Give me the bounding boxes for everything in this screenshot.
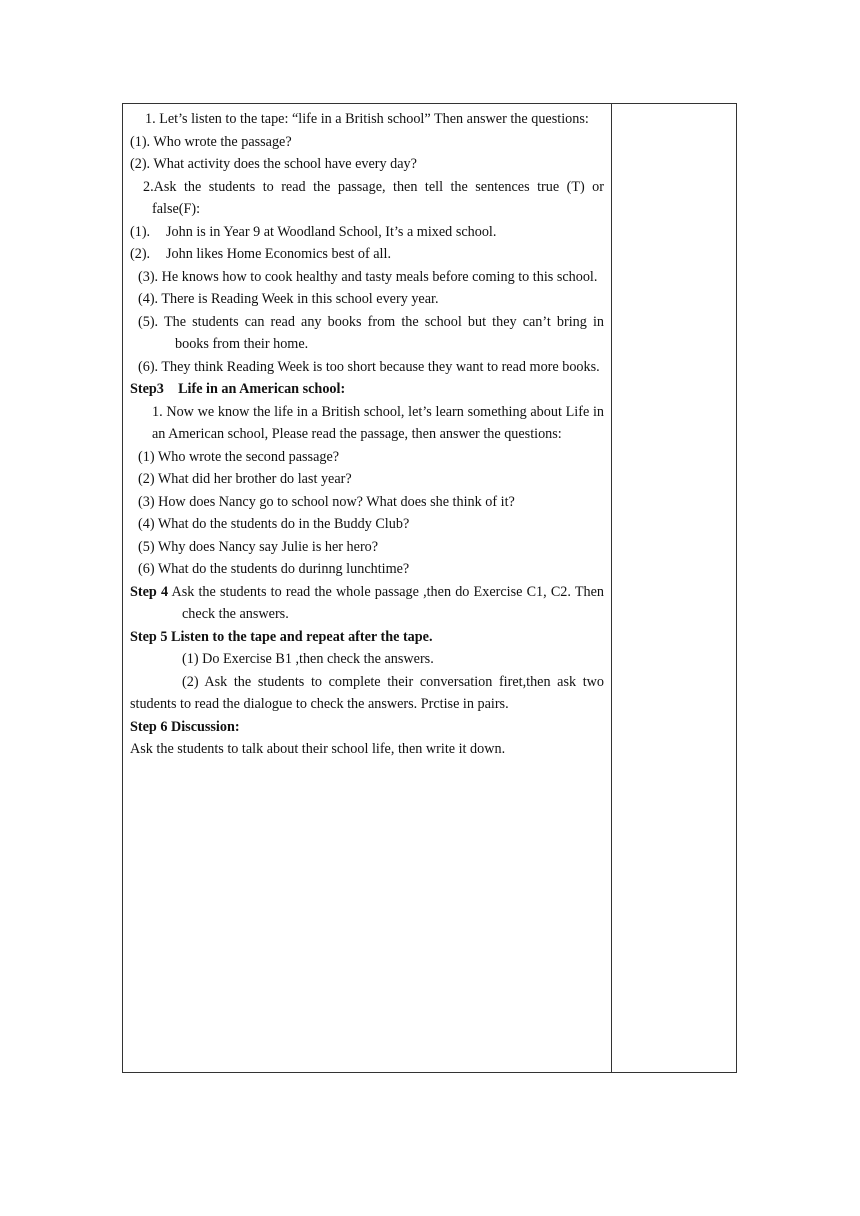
true-false-item: (6). They think Reading Week is too short because they want to read more books. bbox=[138, 358, 600, 375]
true-false-task-intro: 2.Ask the students to read the passage, then tell the sentences true (T) or false(F): bbox=[143, 178, 604, 217]
true-false-item: (3). He knows how to cook healthy and tasty meals before coming to this school. bbox=[138, 268, 598, 285]
step5-item: (2) Ask the students to complete their conversation firet,then ask two students to read the dialogue to check the answers. Prctise in pairs. bbox=[130, 673, 604, 712]
listening-task-intro: 1. Let’s listen to the tape: “life in a British school” Then answer the questions: bbox=[145, 111, 589, 127]
step3-question: (3) How does Nancy go to school now? What does she think of it? bbox=[138, 493, 515, 510]
step5-heading: Step 5 Listen to the tape and repeat after the tape. bbox=[130, 628, 433, 645]
step6-heading: Step 6 Discussion: bbox=[130, 718, 240, 735]
step3-intro: 1. Now we know the life in a British school, let’s learn something about Life in an American school, Please read the passage, then answer the questions: bbox=[152, 403, 604, 442]
step4-text: Ask the students to read the whole passage ,then do Exercise C1, C2. Then check the answers. bbox=[168, 583, 605, 622]
lesson-content-cell bbox=[130, 108, 604, 761]
true-false-item: (2). John likes Home Economics best of all. bbox=[130, 246, 391, 262]
step4-paragraph bbox=[130, 581, 604, 626]
true-false-item: (5). The students can read any books from the school but they can’t bring in books from their home. bbox=[138, 313, 604, 352]
step5-item: (1) Do Exercise B1 ,then check the answers. bbox=[182, 651, 434, 667]
step3-question: (5) Why does Nancy say Julie is her hero? bbox=[138, 538, 379, 555]
notes-cell bbox=[612, 104, 736, 1072]
step3-question: (4) What do the students do in the Buddy Club? bbox=[138, 516, 410, 532]
true-false-item: (1). John is in Year 9 at Woodland School, It’s a mixed school. bbox=[130, 223, 497, 240]
step3-question: (1) Who wrote the second passage? bbox=[138, 448, 340, 465]
step4-label: Step 4 bbox=[130, 583, 169, 600]
step3-question: (6) What do the students do durinng lunchtime? bbox=[138, 561, 410, 577]
step6-text: Ask the students to talk about their school life, then write it down. bbox=[130, 741, 506, 757]
step3-question: (2) What did her brother do last year? bbox=[138, 471, 352, 487]
step3-heading: Step3 Life in an American school: bbox=[130, 381, 346, 397]
lesson-table bbox=[122, 103, 737, 1073]
listening-question: (1). Who wrote the passage? bbox=[130, 133, 292, 150]
true-false-item: (4). There is Reading Week in this school every year. bbox=[138, 291, 439, 307]
listening-question: (2). What activity does the school have every day? bbox=[130, 156, 417, 172]
